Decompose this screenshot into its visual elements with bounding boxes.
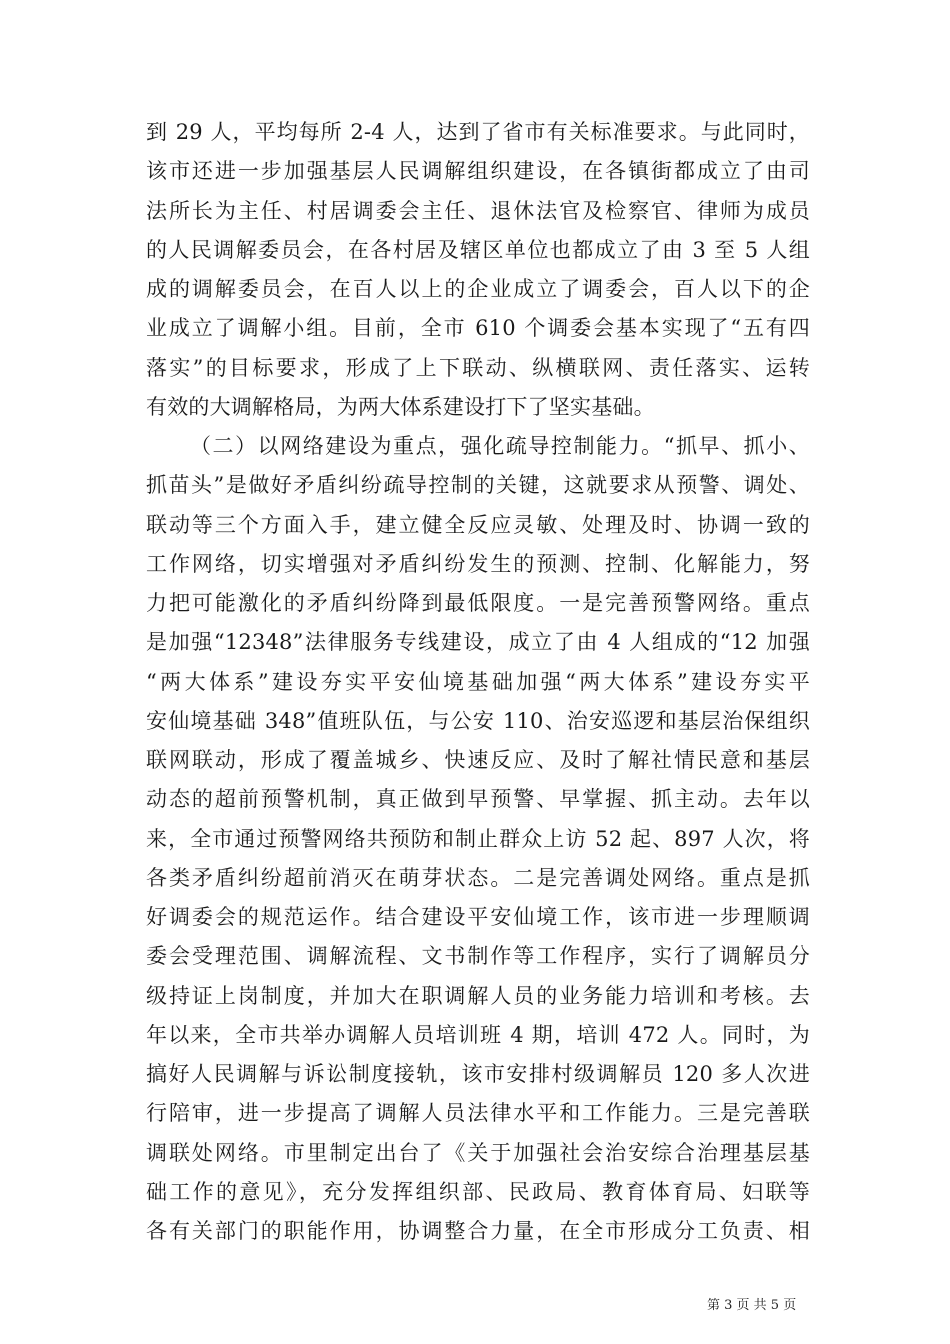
- body-text: [146, 113, 810, 1251]
- text-line: 础工作的意见》，充分发挥组织部、民政局、教育体育局、妇联等: [146, 1179, 810, 1204]
- text-line: 级持证上岗制度，并加大在职调解人员的业务能力培训和考核。去: [146, 983, 810, 1008]
- text-line: 调联处网络。市里制定出台了《关于加强社会治安综合治理基层基: [146, 1140, 810, 1165]
- text-line: 来，全市通过预警网络共预防和制止群众上访 52 起、897 人次，将: [146, 826, 810, 851]
- paragraph-end-line: 有效的大调解格局，为两大体系建设打下了坚实基础。: [146, 394, 655, 419]
- text-line: 的人民调解委员会，在各村居及辖区单位也都成立了由 3 至 5 人组: [146, 237, 810, 262]
- text-line: 年以来，全市共举办调解人员培训班 4 期，培训 472 人。同时，为: [146, 1022, 810, 1047]
- text-line: 力把可能激化的矛盾纠纷降到最低限度。一是完善预警网络。重点: [146, 591, 810, 615]
- text-line: 法所长为主任、村居调委会主任、退休法官及检察官、律师为成员: [146, 198, 810, 223]
- text-line: 该市还进一步加强基层人民调解组织建设，在各镇街都成立了由司: [146, 159, 810, 184]
- text-line: 各类矛盾纠纷超前消灭在萌芽状态。二是完善调处网络。重点是抓: [146, 865, 810, 890]
- text-line: 联动等三个方面入手，建立健全反应灵敏、处理及时、协调一致的: [146, 512, 810, 537]
- text-line: 搞好人民调解与诉讼制度接轨，该市安排村级调解员 120 多人次进: [146, 1062, 810, 1086]
- text-line: 抓苗头”是做好矛盾纠纷疏导控制的关键，这就要求从预警、调处、: [146, 473, 810, 498]
- text-line: “两大体系”建设夯实平安仙境基础加强“两大体系”建设夯实平: [146, 669, 810, 694]
- text-line: 动态的超前预警机制，真正做到早预警、早掌握、抓主动。去年以: [146, 787, 810, 812]
- text-line: 成的调解委员会，在百人以上的企业成立了调委会，百人以下的企: [146, 277, 810, 301]
- text-line: 安仙境基础 348”值班队伍，与公安 110、治安巡逻和基层治保组织: [146, 708, 810, 733]
- text-line: 好调委会的规范运作。结合建设平安仙境工作，该市进一步理顺调: [146, 905, 810, 929]
- text-line: 到 29 人，平均每所 2-4 人，达到了省市有关标准要求。与此同时，: [146, 120, 810, 144]
- text-line: 工作网络，切实增强对矛盾纠纷发生的预测、控制、化解能力，努: [146, 551, 810, 576]
- text-line: 联网联动，形成了覆盖城乡、快速反应、及时了解社情民意和基层: [146, 748, 810, 772]
- page-number: 第 3 页 共 5 页: [707, 1298, 797, 1313]
- text-line: 业成立了调解小组。目前，全市 610 个调委会基本实现了“五有四: [146, 316, 810, 341]
- text-line: 各有关部门的职能作用，协调整合力量，在全市形成分工负责、相: [146, 1219, 810, 1243]
- text-line: 行陪审，进一步提高了调解人员法律水平和工作能力。三是完善联: [146, 1101, 810, 1126]
- text-line: 是加强“12348”法律服务专线建设，成立了由 4 人组成的“12 加强: [146, 630, 810, 655]
- text-line: 落实”的目标要求，形成了上下联动、纵横联网、责任落实、运转: [146, 355, 810, 380]
- text-line: 委会受理范围、调解流程、文书制作等工作程序，实行了调解员分: [146, 944, 810, 969]
- section-heading-line: （二）以网络建设为重点，强化疏导控制能力。“抓早、抓小、: [190, 434, 810, 458]
